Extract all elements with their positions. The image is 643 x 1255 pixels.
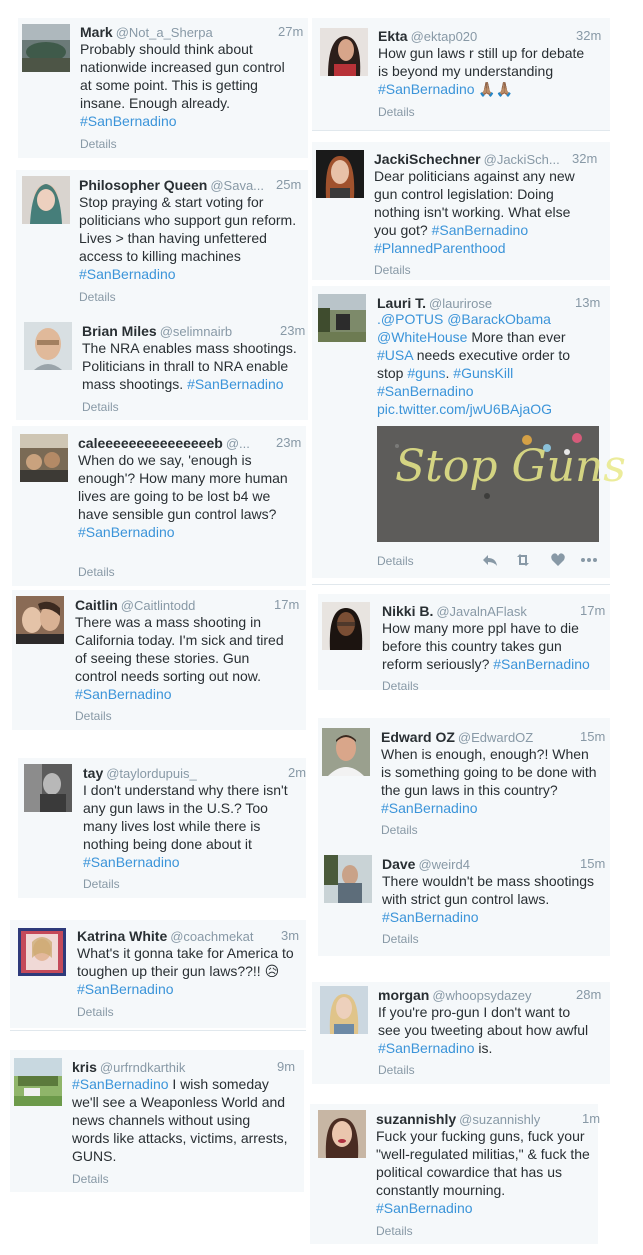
tweet-text-line: [377, 382, 570, 400]
text-segment: I wish someday: [168, 1076, 269, 1092]
text-segment: Lives > than having unfettered: [79, 230, 267, 246]
hashtag-link[interactable]: .@POTUS @BarackObama: [377, 311, 551, 327]
timestamp[interactable]: 17m: [580, 603, 606, 618]
tweet-text-line: [83, 817, 288, 835]
tweet-text-line: [376, 1199, 590, 1217]
avatar[interactable]: [18, 928, 66, 976]
tweet-text-line: [82, 357, 297, 375]
details-link[interactable]: Details: [382, 932, 419, 946]
tweet-text: [80, 40, 285, 130]
avatar[interactable]: [14, 1058, 62, 1106]
tweet-text-line: [75, 613, 284, 631]
divider: [312, 130, 610, 131]
details-link[interactable]: Details: [78, 565, 115, 579]
tweet-text: [77, 944, 294, 998]
tweet-text-line: [72, 1093, 288, 1111]
user-handle[interactable]: @EdwardOZ: [457, 730, 534, 745]
tweet-text-line: [83, 781, 288, 799]
text-segment: insane. Enough already.: [80, 95, 230, 111]
text-segment: .: [445, 365, 454, 381]
user-handle[interactable]: @Not_a_Sherpa: [115, 25, 213, 40]
text-segment: 🙏🏽🙏🏽: [474, 81, 514, 97]
user-name[interactable]: morgan: [378, 987, 430, 1003]
text-segment: Dear politicians against any new: [374, 168, 575, 184]
details-link[interactable]: Details: [83, 877, 120, 891]
tweet-text-line: [79, 265, 296, 283]
hashtag-link[interactable]: #SanBernadino: [187, 376, 284, 392]
avatar[interactable]: [320, 28, 368, 76]
hashtag-link[interactable]: @WhiteHouse: [377, 329, 468, 345]
text-segment: Fuck your fucking guns, fuck your: [376, 1128, 585, 1144]
hashtag-link[interactable]: pic.twitter.com/jwU6BAjaOG: [377, 401, 553, 417]
tweet-text-line: [75, 631, 284, 649]
user-name[interactable]: tay: [83, 765, 104, 781]
tweet-text-line: [382, 908, 594, 926]
more-icon[interactable]: [580, 552, 598, 573]
text-segment: There was a mass shooting in: [75, 614, 261, 630]
text-segment: control needs sorting out now.: [75, 668, 262, 684]
user-handle[interactable]: @urfrndkarthik: [99, 1060, 186, 1075]
tweet-text-line: [376, 1163, 590, 1181]
hashtag-link[interactable]: #SanBernadino: [431, 222, 529, 238]
tweet-text-line: [79, 211, 296, 229]
tweet-text-line: [377, 310, 570, 328]
user-handle[interactable]: @JackiSch...: [483, 152, 560, 167]
tweet-text-line: [75, 667, 284, 685]
hashtag-link[interactable]: #SanBernadino: [80, 113, 177, 129]
tweet-text-line: [381, 745, 597, 763]
user-name[interactable]: Brian Miles: [82, 323, 157, 339]
user-handle[interactable]: @weird4: [418, 857, 470, 872]
user-name[interactable]: kris: [72, 1059, 97, 1075]
tweet-text-line: [381, 763, 597, 781]
tweet-text-line: [374, 239, 575, 257]
avatar[interactable]: [320, 986, 368, 1034]
text-segment: When do we say, 'enough is: [78, 452, 252, 468]
text-segment: words like attacks, victims, arrests,: [72, 1130, 288, 1146]
hashtag-link[interactable]: #PlannedParenthood: [374, 240, 506, 256]
hashtag-link[interactable]: #SanBernadino: [382, 909, 479, 925]
user-name[interactable]: JackiSchechner: [374, 151, 481, 167]
tweet-text-line: [374, 221, 575, 239]
details-link[interactable]: Details: [80, 137, 117, 151]
timestamp[interactable]: 25m: [276, 177, 302, 192]
avatar[interactable]: [16, 596, 64, 644]
tweet-text-line: [82, 375, 297, 393]
details-link[interactable]: Details: [382, 679, 419, 693]
text-segment: I don't understand why there isn't: [83, 782, 288, 798]
details-link[interactable]: Details: [79, 290, 116, 304]
timestamp[interactable]: 13m: [575, 295, 601, 310]
avatar[interactable]: [318, 1110, 366, 1158]
avatar[interactable]: [324, 855, 372, 903]
details-link[interactable]: Details: [378, 105, 415, 119]
text-segment: political cowardice that has us: [376, 1164, 562, 1180]
tweet-text-line: [376, 1127, 590, 1145]
text-segment: toughen up their gun laws??!! 😥: [77, 963, 280, 979]
user-handle[interactable]: @suzannishly: [459, 1112, 541, 1127]
tweet-text-line: [80, 94, 285, 112]
details-link[interactable]: Details: [75, 709, 112, 723]
user-name[interactable]: Caitlin: [75, 597, 118, 613]
details-link[interactable]: Details: [374, 263, 411, 277]
tweet-text-line: [378, 1003, 588, 1021]
text-segment: see you tweeting about how awful: [378, 1022, 589, 1038]
details-link[interactable]: Details: [378, 1063, 415, 1077]
tweet-text-line: [377, 400, 570, 418]
tweet-text-line: [374, 203, 575, 221]
divider: [10, 1030, 306, 1031]
text-segment: lives are going to be lost b4 we: [78, 488, 271, 504]
user-handle[interactable]: @JavalnAFlask: [436, 604, 527, 619]
tweet-text: [382, 872, 594, 926]
hashtag-link[interactable]: #SanBernadino: [83, 854, 180, 870]
text-segment: the gun laws in this country?: [381, 782, 558, 798]
tweet-text-line: [72, 1129, 288, 1147]
tweet-text-line: [80, 112, 285, 130]
timestamp[interactable]: 23m: [280, 323, 306, 338]
text-segment: have sensible gun control laws?: [78, 506, 277, 522]
hashtag-link[interactable]: #SanBernadino: [79, 266, 176, 282]
tweet-text-line: [79, 229, 296, 247]
details-link[interactable]: Details: [82, 400, 119, 414]
text-segment: There wouldn't be mass shootings: [382, 873, 595, 889]
text-segment: The NRA enables mass shootings.: [82, 340, 297, 356]
tweet-text-line: [80, 40, 285, 58]
text-segment: Probably should think about: [80, 41, 253, 57]
tweet-text-line: [77, 962, 294, 980]
avatar[interactable]: [20, 434, 68, 482]
timestamp[interactable]: 15m: [580, 856, 606, 871]
tweet-text-line: [377, 328, 570, 346]
text-segment: politicians who support gun reform.: [79, 212, 297, 228]
tweet-text-line: [374, 167, 575, 185]
text-segment: GUNS.: [72, 1148, 117, 1164]
text-segment: before this country takes gun: [382, 638, 562, 654]
tweet-photo[interactable]: [377, 426, 626, 542]
tweet-text-line: [75, 649, 284, 667]
text-segment: at some point. This is getting: [80, 77, 258, 93]
text-segment: More than ever: [467, 329, 566, 345]
avatar[interactable]: [22, 176, 70, 224]
tweet-text-line: [378, 1021, 588, 1039]
text-segment: is beyond my understanding: [378, 63, 554, 79]
tweet-text-line: [381, 799, 597, 817]
user-name[interactable]: Philosopher Queen: [79, 177, 208, 193]
text-segment: "well-regulated militias," & fuck the: [376, 1146, 590, 1162]
hashtag-link[interactable]: #SanBernadino: [75, 686, 172, 702]
text-segment: When is enough, enough?! When: [381, 746, 589, 762]
timestamp[interactable]: 28m: [576, 987, 602, 1002]
avatar[interactable]: [322, 602, 370, 650]
text-segment: you got?: [374, 222, 432, 238]
text-segment: enough'? How many more human: [78, 470, 288, 486]
timestamp[interactable]: 32m: [572, 151, 598, 166]
user-name[interactable]: Edward OZ: [381, 729, 455, 745]
text-segment: many lives lost while there is: [83, 818, 261, 834]
user-name[interactable]: Mark: [80, 24, 113, 40]
hashtag-link[interactable]: #SanBernadino: [77, 981, 174, 997]
text-segment: Politicians in thrall to NRA enable: [82, 358, 289, 374]
hashtag-link[interactable]: #SanBernadino: [381, 800, 478, 816]
tweet-text: [377, 310, 570, 418]
text-segment: mass shootings.: [82, 376, 188, 392]
tweet-text-line: [378, 1039, 588, 1057]
timestamp[interactable]: 32m: [576, 28, 602, 43]
text-segment: stop: [377, 365, 408, 381]
reply-icon[interactable]: [482, 552, 498, 573]
tweet-text-line: [72, 1111, 288, 1129]
tweet-text-line: [382, 619, 590, 637]
tweet-text-line: [382, 637, 590, 655]
tweet-text-line: [376, 1145, 590, 1163]
tweet-text-line: [78, 451, 288, 469]
user-handle[interactable]: @whoopsydazey: [432, 988, 532, 1003]
tweet-text: [72, 1075, 288, 1165]
timestamp[interactable]: 9m: [277, 1059, 296, 1074]
stop-guns-chalk-photo: [377, 426, 626, 542]
details-link[interactable]: Details: [376, 1224, 413, 1238]
tweet-text: [78, 451, 288, 541]
text-segment: news channels without using: [72, 1112, 251, 1128]
timestamp[interactable]: 2m: [288, 765, 307, 780]
user-handle[interactable]: @coachmekat: [170, 929, 254, 944]
tweet-text-line: [77, 980, 294, 998]
tweet-text-line: [79, 193, 296, 211]
timestamp[interactable]: 15m: [580, 729, 606, 744]
text-segment: of seeing these stories. Gun: [75, 650, 250, 666]
text-segment: How many more ppl have to die: [382, 620, 579, 636]
text-segment: reform seriously?: [382, 656, 494, 672]
avatar[interactable]: [316, 150, 364, 198]
details-link[interactable]: Details: [77, 1005, 114, 1019]
tweet-text: [382, 619, 590, 673]
tweet-text-line: [79, 247, 296, 265]
text-segment: needs executive order to: [412, 347, 571, 363]
retweet-icon[interactable]: [514, 552, 532, 573]
tweet-text-line: [378, 80, 584, 98]
timestamp[interactable]: 27m: [278, 24, 304, 39]
details-link[interactable]: Details: [381, 823, 418, 837]
timestamp[interactable]: 23m: [276, 435, 302, 450]
details-link[interactable]: Details: [72, 1172, 109, 1186]
text-segment: we'll see a Weaponless World and: [72, 1094, 286, 1110]
text-segment: gun control legislation: Doing: [374, 186, 554, 202]
tweet-text-line: [381, 781, 597, 799]
avatar[interactable]: [24, 764, 72, 812]
tweet-text: [75, 613, 284, 703]
user-name[interactable]: Lauri T.: [377, 295, 427, 311]
tweet-text-line: [75, 685, 284, 703]
user-name[interactable]: suzannishly: [376, 1111, 457, 1127]
tweet-text: [374, 167, 575, 257]
avatar[interactable]: [322, 728, 370, 776]
user-handle[interactable]: @ektap020: [410, 29, 478, 44]
text-segment: nothing isn't working. What else: [374, 204, 571, 220]
tweet-text-line: [83, 799, 288, 817]
hashtag-link[interactable]: #SanBernadino: [72, 1076, 169, 1092]
tweet-text-line: [378, 44, 584, 62]
timestamp[interactable]: 17m: [274, 597, 300, 612]
tweet-text-line: [72, 1147, 288, 1165]
hashtag-link[interactable]: #USA: [377, 347, 413, 363]
hashtag-link[interactable]: #SanBernadino: [378, 1040, 475, 1056]
tweet-text: [378, 44, 584, 98]
timestamp[interactable]: 3m: [281, 928, 300, 943]
text-segment: What's it gonna take for America to: [77, 945, 294, 961]
details-link[interactable]: Details: [377, 554, 414, 568]
user-handle[interactable]: @...: [225, 436, 250, 451]
text-segment: is something going to be done with: [381, 764, 597, 780]
text-segment: any gun laws in the U.S.? Too: [83, 800, 268, 816]
tweet-text-line: [377, 346, 570, 364]
text-segment: is.: [474, 1040, 493, 1056]
tweet-text-line: [378, 62, 584, 80]
tweet-text: [381, 745, 597, 817]
user-handle[interactable]: @taylordupuis_: [106, 766, 197, 781]
user-handle[interactable]: @Caitlintodd: [120, 598, 196, 613]
tweet-text-line: [80, 58, 285, 76]
user-name[interactable]: Dave: [382, 856, 416, 872]
user-name[interactable]: caleeeeeeeeeeeeeeeb: [78, 435, 223, 451]
tweet-text-line: [83, 835, 288, 853]
user-handle[interactable]: @Sava...: [210, 178, 265, 193]
text-segment: nothing being done about it: [83, 836, 252, 852]
tweet-text: [378, 1003, 588, 1057]
avatar[interactable]: [22, 24, 70, 72]
tweet-text-line: [382, 890, 594, 908]
hashtag-link[interactable]: #SanBernadino: [493, 656, 590, 672]
tweet-text-line: [382, 872, 594, 890]
user-name[interactable]: Nikki B.: [382, 603, 434, 619]
heart-icon[interactable]: [550, 552, 566, 573]
tweet-text-line: [377, 364, 570, 382]
tweet-text: [82, 339, 297, 393]
tweet-text-line: [376, 1181, 590, 1199]
avatar[interactable]: [318, 294, 366, 342]
text-segment: with strict gun control laws.: [382, 891, 550, 907]
tweet-text-line: [78, 487, 288, 505]
text-segment: nationwide increased gun control: [80, 59, 285, 75]
tweet-text-line: [77, 944, 294, 962]
text-segment: Stop praying & start voting for: [79, 194, 264, 210]
divider: [312, 584, 610, 585]
user-handle[interactable]: @laurirose: [429, 296, 493, 311]
tweet-text-line: [82, 339, 297, 357]
text-segment: access to killing machines: [79, 248, 241, 264]
text-segment: constantly mourning.: [376, 1182, 506, 1198]
photo-text: Stop Guns: [395, 441, 626, 492]
tweet-text-line: [78, 469, 288, 487]
hashtag-link[interactable]: #SanBernadino: [378, 81, 475, 97]
tweet-text-line: [72, 1075, 288, 1093]
tweet-text-line: [374, 185, 575, 203]
hashtag-link[interactable]: #guns: [407, 365, 446, 381]
hashtag-link[interactable]: #SanBernadino: [377, 383, 474, 399]
tweet-text-line: [78, 505, 288, 523]
tweet-text-line: [83, 853, 288, 871]
tweet-text: [83, 781, 288, 871]
hashtag-link[interactable]: #SanBernadino: [78, 524, 175, 540]
tweet-text-line: [78, 523, 288, 541]
timestamp[interactable]: 1m: [582, 1111, 601, 1126]
user-handle[interactable]: @selimnairb: [159, 324, 233, 339]
hashtag-link[interactable]: #SanBernadino: [376, 1200, 473, 1216]
text-segment: California today. I'm sick and tired: [75, 632, 284, 648]
text-segment: How gun laws r still up for debate: [378, 45, 585, 61]
tweet-text-line: [80, 76, 285, 94]
text-segment: If you're pro-gun I don't want to: [378, 1004, 571, 1020]
user-name[interactable]: Ekta: [378, 28, 408, 44]
avatar[interactable]: [24, 322, 72, 370]
tweet-text: [376, 1127, 590, 1217]
hashtag-link[interactable]: #GunsKill: [453, 365, 514, 381]
tweet-text: [79, 193, 296, 283]
tweet-text-line: [382, 655, 590, 673]
user-name[interactable]: Katrina White: [77, 928, 168, 944]
